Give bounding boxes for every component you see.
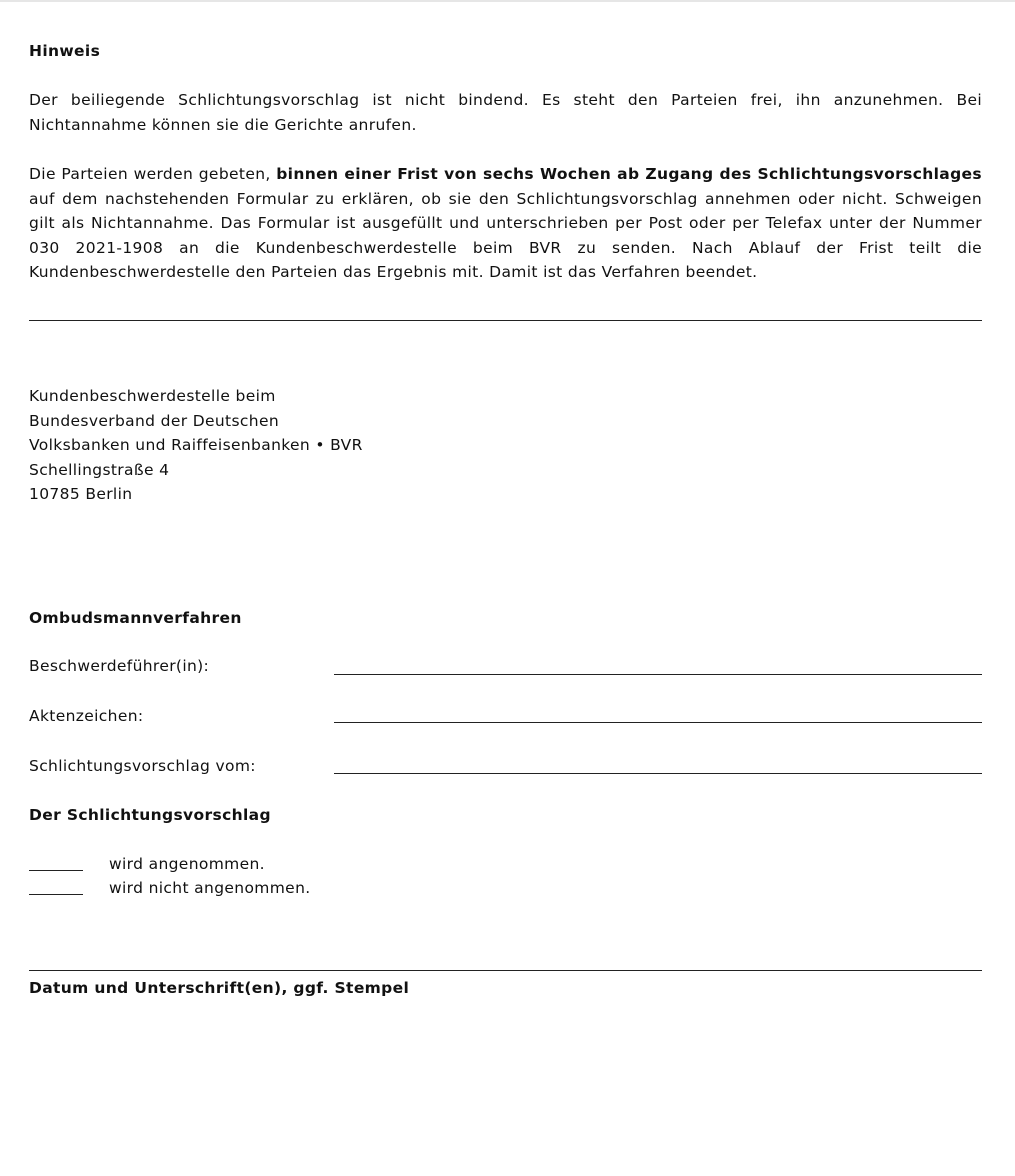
- address-line-4: Schellingstraße 4: [29, 460, 170, 479]
- form-heading: Ombudsmannverfahren: [29, 609, 242, 627]
- deadline-emphasis: binnen einer Frist von sechs Wochen ab Zugang des Schlichtungsvorschlages: [276, 165, 982, 183]
- address-line-3: Volksbanken und Raiffeisenbanken • BVR: [29, 436, 363, 455]
- notice-paragraph-2-rest: auf dem nachstehenden Formular zu erklären, ob sie den Schlichtungsvorschlag annehmen oder nicht. Schweigen gilt als Nichtannahme. Das Formular ist ausgefüllt und unterschrieben per Post oder per Telefax unter der Nummer 030 2021-1908 an die Kundenbeschwerdestelle beim BVR zu senden. Nach Ablauf der Frist teilt die Kundenbeschwerdestelle den Parteien das Ergebnis mit. Damit ist das Verfahren beendet.: [29, 189, 982, 281]
- top-border: [0, 0, 1015, 2]
- complainant-label: Beschwerdeführer(in):: [29, 657, 210, 675]
- notice-paragraph-1: Der beiliegende Schlichtungsvorschlag ist nicht bindend. Es steht den Parteien frei, ihn anzunehmen. Bei Nichtannahme können sie die Gerichte anrufen.: [29, 91, 982, 134]
- signature-label: Datum und Unterschrift(en), ggf. Stempel: [29, 979, 410, 997]
- reject-mark-field[interactable]: [29, 894, 83, 895]
- notice-paragraph-2: [29, 162, 982, 285]
- address-line-2: Bundesverband der Deutschen: [29, 411, 280, 430]
- file-number-label: Aktenzeichen:: [29, 707, 144, 725]
- notice-paragraph-2-intro: Die Parteien werden gebeten,: [29, 165, 277, 183]
- address-line-1: Kundenbeschwerdestelle beim: [29, 387, 276, 405]
- address-line-5: 10785 Berlin: [29, 485, 133, 504]
- reject-option-label: wird nicht angenommen.: [109, 879, 311, 897]
- proposal-date-label: Schlichtungsvorschlag vom:: [29, 757, 256, 775]
- accept-option-label: wird angenommen.: [109, 855, 265, 873]
- accept-mark-field[interactable]: [29, 870, 83, 871]
- proposal-heading: Der Schlichtungsvorschlag: [29, 806, 271, 824]
- complainant-field[interactable]: [334, 674, 982, 675]
- notice-heading: Hinweis: [29, 42, 101, 60]
- proposal-date-field[interactable]: [334, 773, 982, 774]
- section-divider: [29, 320, 982, 321]
- file-number-field[interactable]: [334, 722, 982, 723]
- recipient-address: [29, 384, 363, 507]
- signature-line[interactable]: [29, 970, 982, 971]
